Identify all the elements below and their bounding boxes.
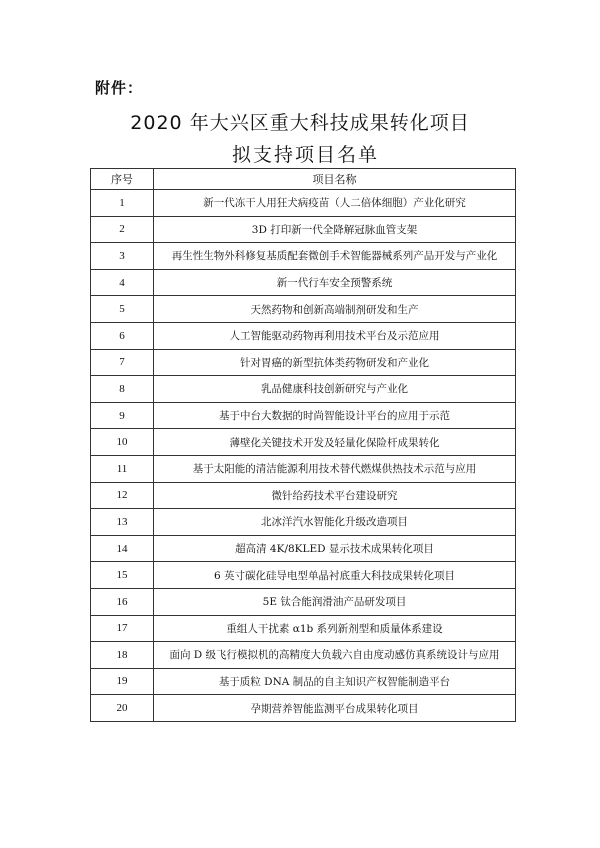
row-number: 5 (91, 296, 154, 323)
row-number: 20 (91, 695, 154, 722)
row-project-name: 北冰洋汽水智能化升级改造项目 (154, 509, 516, 536)
row-number: 7 (91, 349, 154, 376)
row-project-name: 人工智能驱动药物再利用技术平台及示范应用 (154, 322, 516, 349)
row-number: 13 (91, 509, 154, 536)
table-row (91, 296, 516, 323)
row-number: 10 (91, 429, 154, 456)
row-project-name: 乳品健康科技创新研究与产业化 (154, 376, 516, 403)
row-project-name: 基于太阳能的清洁能源利用技术替代燃煤供热技术示范与应用 (154, 455, 516, 482)
row-project-name: 微针给药技术平台建设研究 (154, 482, 516, 509)
row-project-name: 3D 打印新一代全降解冠脉血管支架 (154, 216, 516, 243)
header-project-name: 项目名称 (154, 169, 516, 190)
row-project-name: 超高清 4K/8KLED 显示技术成果转化项目 (154, 535, 516, 562)
project-list-table (90, 168, 516, 722)
row-project-name: 再生性生物外科修复基质配套微创手术智能器械系列产品开发与产业化 (154, 243, 516, 270)
table-row (91, 695, 516, 722)
row-number: 4 (91, 269, 154, 296)
row-number: 18 (91, 642, 154, 669)
row-project-name: 重组人干扰素 α1b 系列新剂型和质量体系建设 (154, 615, 516, 642)
table-row (91, 482, 516, 509)
table-row (91, 190, 516, 217)
row-number: 8 (91, 376, 154, 403)
table-row (91, 243, 516, 270)
row-project-name: 孕期营养智能监测平台成果转化项目 (154, 695, 516, 722)
table-row (91, 402, 516, 429)
row-number: 6 (91, 322, 154, 349)
row-project-name: 针对胃癌的新型抗体类药物研发和产业化 (154, 349, 516, 376)
row-project-name: 薄壁化关键技术开发及轻量化保险杆成果转化 (154, 429, 516, 456)
row-project-name: 新一代冻干人用狂犬病疫苗（人二倍体细胞）产业化研究 (154, 190, 516, 217)
row-number: 12 (91, 482, 154, 509)
table-row (91, 216, 516, 243)
table-row (91, 429, 516, 456)
document-title-line2: 拟支持项目名单 (232, 144, 380, 166)
row-project-name: 5E 钛合能润滑油产品研发项目 (154, 588, 516, 615)
row-number: 19 (91, 668, 154, 695)
table-row (91, 562, 516, 589)
row-number: 16 (91, 588, 154, 615)
table-row (91, 376, 516, 403)
table-row (91, 269, 516, 296)
row-number: 14 (91, 535, 154, 562)
table-row (91, 642, 516, 669)
table-row (91, 349, 516, 376)
row-project-name: 面向 D 级飞行模拟机的高精度大负载六自由度动感仿真系统设计与应用 (154, 642, 516, 669)
row-project-name: 6 英寸碳化硅导电型单晶衬底重大科技成果转化项目 (154, 562, 516, 589)
table-row (91, 668, 516, 695)
row-number: 15 (91, 562, 154, 589)
row-number: 17 (91, 615, 154, 642)
attachment-label: 附件： (95, 79, 144, 97)
row-project-name: 新一代行车安全预警系统 (154, 269, 516, 296)
header-serial-number: 序号 (91, 169, 154, 190)
table-row (91, 588, 516, 615)
row-number: 1 (91, 190, 154, 217)
row-number: 11 (91, 455, 154, 482)
table-row (91, 455, 516, 482)
document-title-line1: 2020 年大兴区重大科技成果转化项目 (130, 112, 470, 134)
table-row (91, 322, 516, 349)
row-number: 2 (91, 216, 154, 243)
row-project-name: 基于中台大数据的时尚智能设计平台的应用于示范 (154, 402, 516, 429)
row-number: 9 (91, 402, 154, 429)
table-row (91, 509, 516, 536)
table-row (91, 615, 516, 642)
row-number: 3 (91, 243, 154, 270)
table-header-row (91, 169, 516, 190)
table-row (91, 535, 516, 562)
row-project-name: 基于质粒 DNA 制品的自主知识产权智能制造平台 (154, 668, 516, 695)
row-project-name: 天然药物和创新高端制剂研发和生产 (154, 296, 516, 323)
